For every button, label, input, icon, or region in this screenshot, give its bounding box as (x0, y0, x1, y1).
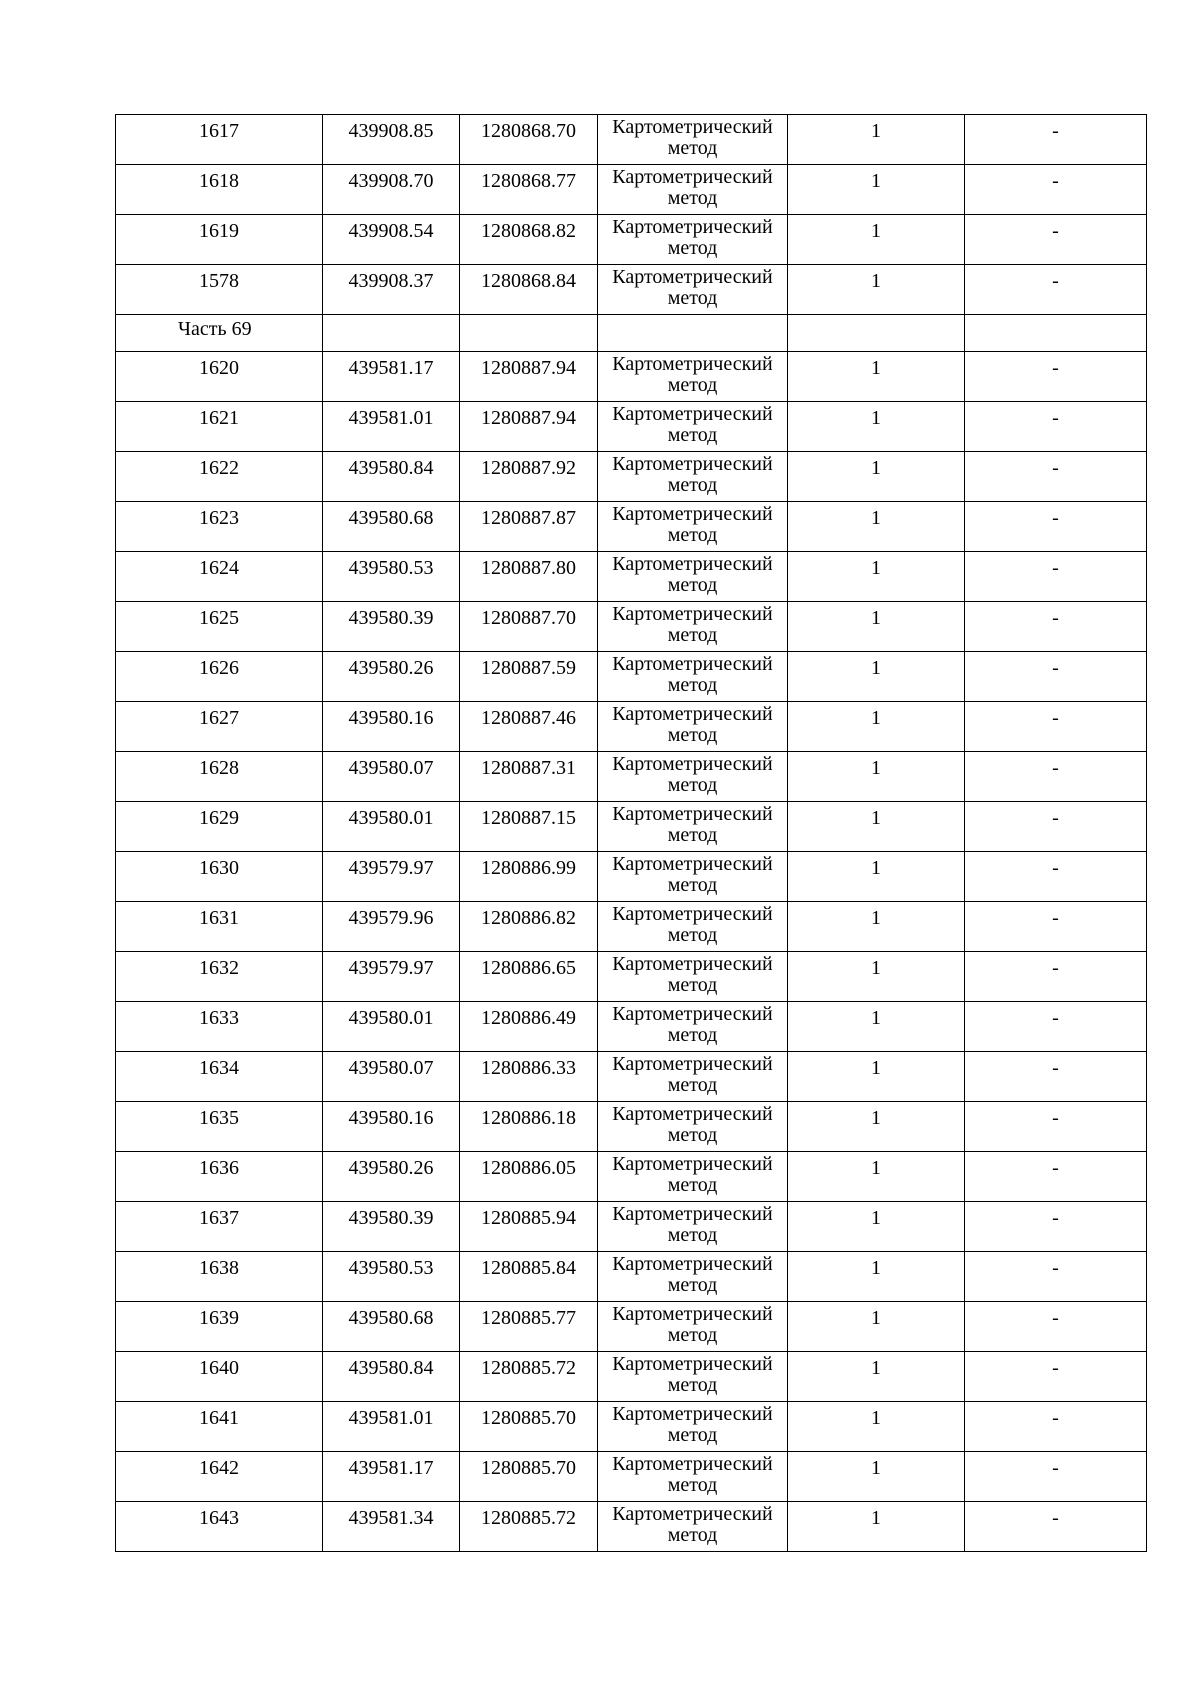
method-line-1: Картометрический (612, 453, 773, 475)
y-coordinate-cell: 1280868.82 (460, 215, 598, 265)
x-coordinate-cell: 439580.84 (323, 452, 460, 502)
note-cell: - (965, 852, 1147, 902)
method-cell (598, 552, 788, 602)
x-coordinate-cell: 439580.39 (323, 602, 460, 652)
x-coordinate-cell: 439908.70 (323, 165, 460, 215)
method-line-1: Картометрический (612, 753, 773, 775)
point-number-cell: 1642 (116, 1452, 323, 1502)
method-line-1: Картометрический (612, 1153, 773, 1175)
accuracy-cell: 1 (788, 1102, 965, 1152)
method-line-1: Картометрический (612, 903, 773, 925)
method-cell (598, 115, 788, 165)
table-section-row (116, 315, 1147, 352)
point-number-cell: 1578 (116, 265, 323, 315)
table-row (116, 952, 1147, 1002)
y-coordinate-cell: 1280885.72 (460, 1352, 598, 1402)
method-line-1: Картометрический (612, 1053, 773, 1075)
empty-cell (323, 315, 460, 352)
table-row (116, 752, 1147, 802)
accuracy-cell: 1 (788, 902, 965, 952)
method-cell (598, 1152, 788, 1202)
empty-cell (965, 315, 1147, 352)
method-line-2: метод (667, 1524, 718, 1546)
method-line-2: метод (667, 374, 718, 396)
method-line-1: Картометрический (612, 166, 773, 188)
y-coordinate-cell: 1280887.15 (460, 802, 598, 852)
x-coordinate-cell: 439580.39 (323, 1202, 460, 1252)
table-row (116, 1102, 1147, 1152)
note-cell: - (965, 1002, 1147, 1052)
y-coordinate-cell: 1280885.70 (460, 1452, 598, 1502)
point-number-cell: 1635 (116, 1102, 323, 1152)
method-line-1: Картометрический (612, 1503, 773, 1525)
table-row (116, 1302, 1147, 1352)
y-coordinate-cell: 1280887.46 (460, 702, 598, 752)
point-number-cell: 1631 (116, 902, 323, 952)
accuracy-cell: 1 (788, 1502, 965, 1552)
method-line-1: Картометрический (612, 1253, 773, 1275)
method-line-2: метод (667, 1474, 718, 1496)
x-coordinate-cell: 439908.54 (323, 215, 460, 265)
x-coordinate-cell: 439580.01 (323, 802, 460, 852)
method-line-2: метод (667, 1274, 718, 1296)
note-cell: - (965, 1302, 1147, 1352)
accuracy-cell: 1 (788, 752, 965, 802)
point-number-cell: 1620 (116, 352, 323, 402)
point-number-cell: 1628 (116, 752, 323, 802)
table-row (116, 165, 1147, 215)
method-cell (598, 652, 788, 702)
note-cell: - (965, 1502, 1147, 1552)
method-line-1: Картометрический (612, 353, 773, 375)
method-line-1: Картометрический (612, 703, 773, 725)
method-line-2: метод (667, 874, 718, 896)
method-cell (598, 1252, 788, 1302)
note-cell: - (965, 1402, 1147, 1452)
coordinates-table-body (116, 115, 1147, 1552)
y-coordinate-cell: 1280886.18 (460, 1102, 598, 1152)
note-cell: - (965, 802, 1147, 852)
accuracy-cell: 1 (788, 1252, 965, 1302)
document-page (115, 114, 1146, 1552)
y-coordinate-cell: 1280887.59 (460, 652, 598, 702)
y-coordinate-cell: 1280887.70 (460, 602, 598, 652)
y-coordinate-cell: 1280887.92 (460, 452, 598, 502)
point-number-cell: 1623 (116, 502, 323, 552)
method-line-2: метод (667, 624, 718, 646)
table-row (116, 652, 1147, 702)
x-coordinate-cell: 439581.01 (323, 1402, 460, 1452)
method-cell (598, 1352, 788, 1402)
note-cell: - (965, 352, 1147, 402)
table-row (116, 452, 1147, 502)
table-row (116, 702, 1147, 752)
point-number-cell: 1634 (116, 1052, 323, 1102)
method-line-1: Картометрический (612, 216, 773, 238)
accuracy-cell: 1 (788, 1152, 965, 1202)
method-cell (598, 1002, 788, 1052)
point-number-cell: 1618 (116, 165, 323, 215)
note-cell: - (965, 265, 1147, 315)
method-cell (598, 265, 788, 315)
method-line-1: Картометрический (612, 116, 773, 138)
x-coordinate-cell: 439580.07 (323, 1052, 460, 1102)
method-line-2: метод (667, 524, 718, 546)
y-coordinate-cell: 1280886.05 (460, 1152, 598, 1202)
y-coordinate-cell: 1280885.72 (460, 1502, 598, 1552)
note-cell: - (965, 215, 1147, 265)
y-coordinate-cell: 1280887.80 (460, 552, 598, 602)
method-cell (598, 1502, 788, 1552)
accuracy-cell: 1 (788, 1002, 965, 1052)
method-line-1: Картометрический (612, 266, 773, 288)
point-number-cell: 1638 (116, 1252, 323, 1302)
table-row (116, 602, 1147, 652)
table-row (116, 215, 1147, 265)
note-cell: - (965, 752, 1147, 802)
y-coordinate-cell: 1280868.77 (460, 165, 598, 215)
accuracy-cell: 1 (788, 502, 965, 552)
note-cell: - (965, 452, 1147, 502)
accuracy-cell: 1 (788, 1052, 965, 1102)
table-row (116, 1452, 1147, 1502)
table-row (116, 1202, 1147, 1252)
table-row (116, 1002, 1147, 1052)
method-line-2: метод (667, 1324, 718, 1346)
point-number-cell: 1617 (116, 115, 323, 165)
accuracy-cell: 1 (788, 452, 965, 502)
section-label: Часть 69 (116, 315, 323, 352)
y-coordinate-cell: 1280886.82 (460, 902, 598, 952)
method-line-1: Картометрический (612, 1403, 773, 1425)
method-line-1: Картометрический (612, 1303, 773, 1325)
accuracy-cell: 1 (788, 952, 965, 1002)
method-cell (598, 952, 788, 1002)
empty-cell (598, 315, 788, 352)
x-coordinate-cell: 439579.97 (323, 952, 460, 1002)
method-cell (598, 165, 788, 215)
accuracy-cell: 1 (788, 352, 965, 402)
note-cell: - (965, 1452, 1147, 1502)
method-line-1: Картометрический (612, 403, 773, 425)
method-line-2: метод (667, 1124, 718, 1146)
method-line-2: метод (667, 774, 718, 796)
accuracy-cell: 1 (788, 552, 965, 602)
method-line-1: Картометрический (612, 1203, 773, 1225)
method-cell (598, 602, 788, 652)
accuracy-cell: 1 (788, 402, 965, 452)
method-line-1: Картометрический (612, 803, 773, 825)
accuracy-cell: 1 (788, 602, 965, 652)
method-line-2: метод (667, 287, 718, 309)
point-number-cell: 1640 (116, 1352, 323, 1402)
note-cell: - (965, 502, 1147, 552)
method-line-2: метод (667, 137, 718, 159)
x-coordinate-cell: 439579.96 (323, 902, 460, 952)
note-cell: - (965, 1152, 1147, 1202)
table-row (116, 265, 1147, 315)
method-line-1: Картометрический (612, 1103, 773, 1125)
point-number-cell: 1639 (116, 1302, 323, 1352)
accuracy-cell: 1 (788, 1202, 965, 1252)
note-cell: - (965, 115, 1147, 165)
point-number-cell: 1619 (116, 215, 323, 265)
y-coordinate-cell: 1280886.49 (460, 1002, 598, 1052)
y-coordinate-cell: 1280886.99 (460, 852, 598, 902)
note-cell: - (965, 702, 1147, 752)
method-cell (598, 852, 788, 902)
y-coordinate-cell: 1280887.94 (460, 352, 598, 402)
method-line-2: метод (667, 424, 718, 446)
table-row (116, 1152, 1147, 1202)
method-cell (598, 1402, 788, 1452)
table-row (116, 1052, 1147, 1102)
method-line-1: Картометрический (612, 953, 773, 975)
x-coordinate-cell: 439580.16 (323, 1102, 460, 1152)
method-cell (598, 702, 788, 752)
point-number-cell: 1636 (116, 1152, 323, 1202)
method-line-2: метод (667, 1224, 718, 1246)
point-number-cell: 1625 (116, 602, 323, 652)
method-line-2: метод (667, 724, 718, 746)
point-number-cell: 1630 (116, 852, 323, 902)
note-cell: - (965, 952, 1147, 1002)
table-row (116, 115, 1147, 165)
accuracy-cell: 1 (788, 115, 965, 165)
note-cell: - (965, 1252, 1147, 1302)
table-row (116, 1352, 1147, 1402)
method-line-1: Картометрический (612, 853, 773, 875)
method-cell (598, 1202, 788, 1252)
method-line-1: Картометрический (612, 1003, 773, 1025)
method-line-1: Картометрический (612, 603, 773, 625)
point-number-cell: 1643 (116, 1502, 323, 1552)
table-row (116, 852, 1147, 902)
y-coordinate-cell: 1280887.31 (460, 752, 598, 802)
x-coordinate-cell: 439580.84 (323, 1352, 460, 1402)
accuracy-cell: 1 (788, 165, 965, 215)
accuracy-cell: 1 (788, 852, 965, 902)
note-cell: - (965, 402, 1147, 452)
method-cell (598, 452, 788, 502)
empty-cell (460, 315, 598, 352)
y-coordinate-cell: 1280868.70 (460, 115, 598, 165)
x-coordinate-cell: 439580.68 (323, 1302, 460, 1352)
note-cell: - (965, 1352, 1147, 1402)
method-line-1: Картометрический (612, 1453, 773, 1475)
point-number-cell: 1633 (116, 1002, 323, 1052)
y-coordinate-cell: 1280885.94 (460, 1202, 598, 1252)
x-coordinate-cell: 439908.37 (323, 265, 460, 315)
point-number-cell: 1637 (116, 1202, 323, 1252)
method-cell (598, 1052, 788, 1102)
y-coordinate-cell: 1280868.84 (460, 265, 598, 315)
table-row (116, 902, 1147, 952)
accuracy-cell: 1 (788, 265, 965, 315)
y-coordinate-cell: 1280886.65 (460, 952, 598, 1002)
table-row (116, 552, 1147, 602)
method-line-2: метод (667, 237, 718, 259)
table-row (116, 802, 1147, 852)
note-cell: - (965, 1102, 1147, 1152)
x-coordinate-cell: 439580.01 (323, 1002, 460, 1052)
accuracy-cell: 1 (788, 1452, 965, 1502)
point-number-cell: 1641 (116, 1402, 323, 1452)
method-cell (598, 802, 788, 852)
method-line-2: метод (667, 924, 718, 946)
method-line-2: метод (667, 824, 718, 846)
method-line-2: метод (667, 1074, 718, 1096)
method-cell (598, 1102, 788, 1152)
table-row (116, 1502, 1147, 1552)
method-cell (598, 752, 788, 802)
table-row (116, 402, 1147, 452)
method-line-1: Картометрический (612, 653, 773, 675)
method-cell (598, 402, 788, 452)
table-row (116, 1252, 1147, 1302)
accuracy-cell: 1 (788, 1402, 965, 1452)
method-cell (598, 215, 788, 265)
x-coordinate-cell: 439581.17 (323, 352, 460, 402)
method-line-1: Картометрический (612, 503, 773, 525)
method-line-2: метод (667, 474, 718, 496)
x-coordinate-cell: 439581.17 (323, 1452, 460, 1502)
y-coordinate-cell: 1280885.77 (460, 1302, 598, 1352)
x-coordinate-cell: 439581.34 (323, 1502, 460, 1552)
accuracy-cell: 1 (788, 215, 965, 265)
x-coordinate-cell: 439580.53 (323, 552, 460, 602)
x-coordinate-cell: 439580.26 (323, 1152, 460, 1202)
method-cell (598, 902, 788, 952)
x-coordinate-cell: 439581.01 (323, 402, 460, 452)
method-line-2: метод (667, 1424, 718, 1446)
table-row (116, 352, 1147, 402)
y-coordinate-cell: 1280887.87 (460, 502, 598, 552)
note-cell: - (965, 1052, 1147, 1102)
point-number-cell: 1632 (116, 952, 323, 1002)
method-cell (598, 1302, 788, 1352)
x-coordinate-cell: 439580.07 (323, 752, 460, 802)
method-line-2: метод (667, 1024, 718, 1046)
table-row (116, 1402, 1147, 1452)
coordinates-table (115, 114, 1147, 1552)
method-line-1: Картометрический (612, 1353, 773, 1375)
accuracy-cell: 1 (788, 702, 965, 752)
method-line-2: метод (667, 1374, 718, 1396)
note-cell: - (965, 602, 1147, 652)
method-line-2: метод (667, 187, 718, 209)
accuracy-cell: 1 (788, 1352, 965, 1402)
empty-cell (788, 315, 965, 352)
y-coordinate-cell: 1280886.33 (460, 1052, 598, 1102)
point-number-cell: 1624 (116, 552, 323, 602)
method-cell (598, 352, 788, 402)
accuracy-cell: 1 (788, 1302, 965, 1352)
point-number-cell: 1629 (116, 802, 323, 852)
method-line-2: метод (667, 674, 718, 696)
y-coordinate-cell: 1280885.84 (460, 1252, 598, 1302)
note-cell: - (965, 902, 1147, 952)
y-coordinate-cell: 1280885.70 (460, 1402, 598, 1452)
note-cell: - (965, 552, 1147, 602)
method-line-1: Картометрический (612, 553, 773, 575)
point-number-cell: 1626 (116, 652, 323, 702)
x-coordinate-cell: 439908.85 (323, 115, 460, 165)
method-line-2: метод (667, 974, 718, 996)
note-cell: - (965, 1202, 1147, 1252)
note-cell: - (965, 652, 1147, 702)
point-number-cell: 1627 (116, 702, 323, 752)
x-coordinate-cell: 439580.26 (323, 652, 460, 702)
x-coordinate-cell: 439580.16 (323, 702, 460, 752)
x-coordinate-cell: 439580.68 (323, 502, 460, 552)
method-line-2: метод (667, 574, 718, 596)
accuracy-cell: 1 (788, 652, 965, 702)
x-coordinate-cell: 439580.53 (323, 1252, 460, 1302)
accuracy-cell: 1 (788, 802, 965, 852)
table-row (116, 502, 1147, 552)
method-cell (598, 502, 788, 552)
note-cell: - (965, 165, 1147, 215)
method-cell (598, 1452, 788, 1502)
point-number-cell: 1622 (116, 452, 323, 502)
method-line-2: метод (667, 1174, 718, 1196)
point-number-cell: 1621 (116, 402, 323, 452)
x-coordinate-cell: 439579.97 (323, 852, 460, 902)
y-coordinate-cell: 1280887.94 (460, 402, 598, 452)
